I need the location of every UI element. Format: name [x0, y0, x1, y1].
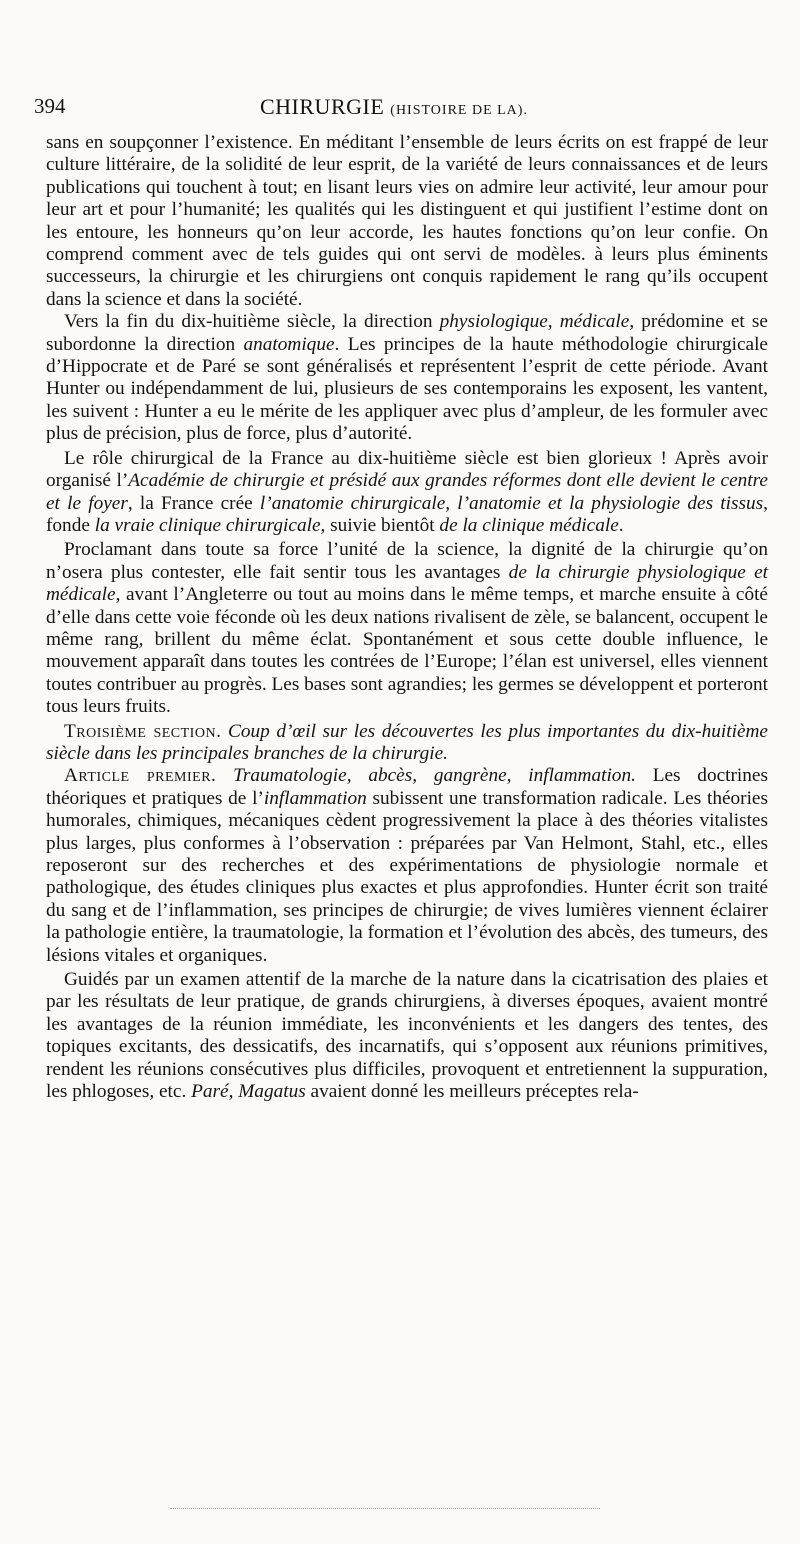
text-run: subissent une transformation radicale. Les théories humorales, chimiques, mécaniques cèdent progressivement la place à des théories vitalistes plus larges, plus conformes à l’observation : préparées par Van Helmont, Stahl, etc., elles reposeront sur des recherches et des expérimentations de physiologie normale et pathologique, des études cliniques plus exactes et plus approfondies. Hunter écrit son traité du sang et de l’inflammation, ses principes de chirurgie; de vives lumières viennent éclairer la pathologie entière, la traumatologie, la formation et l’évolution des abcès, des tumeurs, des lésions vitales et organiques. [46, 787, 768, 966]
running-title-sub: (HISTOIRE DE LA). [390, 103, 528, 118]
italic-run: l’anatomie chirurgicale, l’anatomie et la physiologie des tissus [259, 492, 764, 514]
italic-run: physiologique [439, 311, 548, 333]
text-run: , fonde [46, 492, 768, 536]
text-run: . Les principes de la haute méthodologie chirurgicale d’Hippocrate et de Paré se sont généralisés et représentent l’esprit de cette période. Avant Hunter ou indépendamment de lui, plusieurs de ses contemporains les exposent, les vantent, les suivent : Hunter a eu le mérite de les appliquer avec plus d’ampleur, de les formuler avec plus de précision, plus de force, plus d’autorité. [46, 333, 768, 445]
text-run: Proclamant dans toute sa force l’unité de la science, la dignité de la chirurgie qu’on n’osera plus contester, elle fait sentir tous les avantages [46, 539, 768, 583]
text-run: Guidés par un examen attentif de la marche de la nature dans la cicatrisation des plaies et par les résultats de leur pratique, de grands chirurgiens, à diverses époques, avaient montré les avantages de la réunion immédiate, les inconvénients et les dangers des tentes, des topiques excitants, des dessicatifs, des incarnatifs, qui s’opposent aux réunions primitives, rendent les réunions consécutives plus difficiles, provoquent et entretiennent la suppuration, les phlogoses, etc. [46, 969, 768, 1103]
text-run: Vers la fin du dix-huitième siècle, la direction [64, 311, 440, 333]
text-run: , [228, 1081, 239, 1103]
text-run: Le rôle chirurgical de la France au dix-huitième siècle est bien glorieux ! Après avoir organisé l’ [46, 447, 768, 492]
italic-run: médicale [559, 311, 630, 333]
paragraph-3 [46, 448, 768, 538]
article-label: Article premier. [64, 765, 217, 787]
italic-run: anatomique [243, 333, 335, 355]
text-run: , suivie bientôt [320, 514, 440, 536]
text-run: Les doctrines théoriques et pratiques de l’ [46, 765, 768, 809]
article-paragraph [46, 765, 768, 967]
section-title: Coup d’œil sur les découvertes les plus importantes du dix-huitième siècle dans les principales branches de la chirurgie. [46, 720, 768, 764]
page-number: 394 [34, 94, 66, 118]
text-run: , prédomine et se subordonne la direction [46, 311, 768, 355]
italic-run: de la chirurgie physiologique et médicale [46, 561, 768, 606]
paragraph-7 [46, 969, 768, 1103]
footer-rule [170, 1508, 600, 1510]
italic-run: Académie de chirurgie et présidé aux grandes réformes dont elle devient le centre et le foyer [46, 470, 768, 514]
text-run: , [547, 311, 560, 333]
paragraph-2 [46, 311, 768, 445]
section-label: Troisième section. [64, 720, 222, 742]
article-title: Traumatologie, abcès, gangrène, inflammation. [233, 765, 636, 787]
section-heading [46, 721, 768, 766]
running-title-main: CHIRURGIE [260, 94, 385, 119]
text-run: , la France crée [127, 492, 260, 514]
running-header [34, 86, 768, 132]
italic-run: Paré [191, 1081, 229, 1103]
body-text [46, 132, 768, 1103]
paragraph-1: sans en soupçonner l’existence. En méditant l’ensemble de leurs écrits on est frappé de leur culture littéraire, de la solidité de leur esprit, de la variété de leurs connaissances et de leurs publications qui touchent à tout; en lisant leurs vies on admire leur activité, leur amour pour leur art et pour l’humanité; les qualités qui les distinguent et qui justifient l’estime dont on les entoure, les honneurs qu’on leur accorde, les hautes fonctions qu’on leur confie. On comprend comment avec de tels guides qui ont servi de modèles. à leurs plus éminents successeurs, la chirurgie et les chirurgiens ont conquis rapidement le rang qu’ils occupent dans la science et dans la société. [46, 132, 768, 310]
italic-run: Magatus [238, 1081, 306, 1103]
text-run: , avant l’Angleterre ou tout au moins dans le même temps, et marche ensuite à côté d’elle dans cette voie féconde où les deux nations rivalisent de zèle, se balancent, occupent le même rang, brillent du même éclat. Spontanément et sous cette double influence, le mouvement apparaît dans toutes les contrées de l’Europe; l’élan est universel, elles viennent toutes contribuer au progrès. Les bases sont agrandies; les germes se développent et porteront tous leurs fruits. [46, 584, 768, 718]
italic-run: la vraie clinique chirurgicale [94, 514, 321, 536]
text-run: . [618, 514, 624, 536]
paragraph-4 [46, 539, 768, 718]
italic-run: inflammation [263, 787, 367, 809]
running-title [260, 94, 528, 120]
page [34, 86, 768, 1103]
text-run: avaient donné les meilleurs préceptes rela- [305, 1081, 639, 1103]
italic-run: de la clinique médicale [439, 514, 619, 536]
